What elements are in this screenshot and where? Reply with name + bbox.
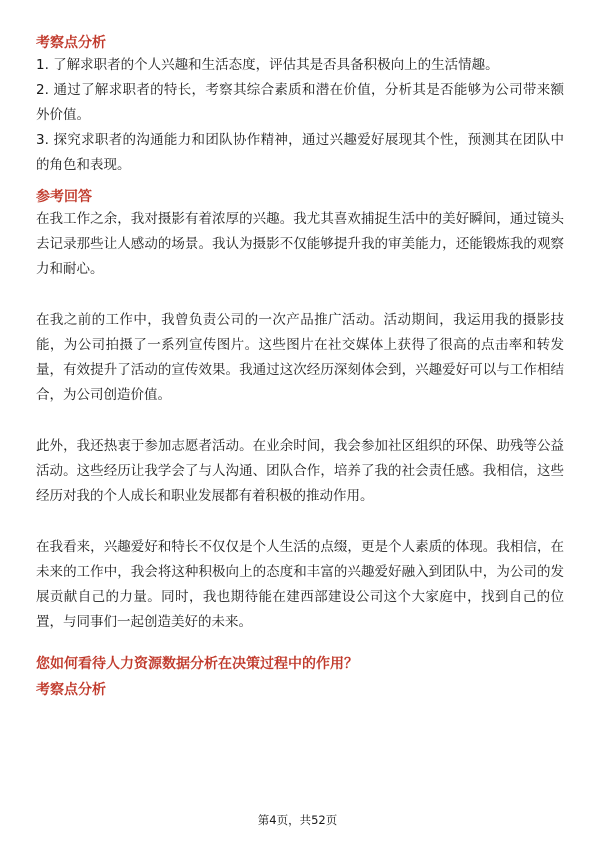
- next-analysis-heading: 考察点分析: [36, 682, 106, 698]
- analysis-item-2: 2. 通过了解求职者的特长，考察其综合素质和潜在价值，分析其是否能够为公司带来额外价值。: [36, 82, 564, 123]
- paragraph-gap: [36, 408, 564, 434]
- answer-paragraph-2: 在我之前的工作中，我曾负责公司的一次产品推广活动。活动期间，我运用我的摄影技能，为公司拍摄了一系列宣传图片。这些图片在社交媒体上获得了很高的点击率和转发量，有效提升了活动的宣传效果。我通过这次经历深刻体会到，兴趣爱好可以与工作相结合，为公司创造价值。: [36, 312, 564, 403]
- answer-paragraph-3: 此外，我还热衷于参加志愿者活动。在业余时间，我会参加社区组织的环保、助残等公益活动。这些经历让我学会了与人沟通、团队合作，培养了我的社会责任感。我相信，这些经历对我的个人成长和职业发展都有着积极的推动作用。: [36, 438, 564, 504]
- answer-paragraph-1: 在我工作之余，我对摄影有着浓厚的兴趣。我尤其喜欢捕捉生活中的美好瞬间，通过镜头去记录那些让人感动的场景。我认为摄影不仅能够提升我的审美能力，还能锻炼我的观察力和耐心。: [36, 211, 564, 277]
- paragraph-gap: [36, 282, 564, 308]
- analysis-heading: 考察点分析: [36, 35, 106, 51]
- reference-answer-heading: 参考回答: [36, 189, 92, 205]
- page-footer: 第4页，共52页: [257, 813, 338, 827]
- next-question-heading: 您如何看待人力资源数据分析在决策过程中的作用？: [36, 656, 358, 672]
- paragraph-gap: [36, 509, 564, 535]
- document-page: [36, 33, 564, 700]
- analysis-item-3: 3. 探究求职者的沟通能力和团队协作精神，通过兴趣爱好展现其个性，预测其在团队中的角色和表现。: [36, 132, 564, 173]
- analysis-item-1: 1. 了解求职者的个人兴趣和生活态度，评估其是否具备积极向上的生活情趣。: [36, 57, 499, 73]
- answer-paragraph-4: 在我看来，兴趣爱好和特长不仅仅是个人生活的点缀，更是个人素质的体现。我相信，在未来的工作中，我会将这种积极向上的态度和丰富的兴趣爱好融入到团队中，为公司的发展贡献自己的力量。同时，我也期待能在建西部建设公司这个大家庭中，找到自己的位置，与同事们一起创造美好的未来。: [36, 539, 564, 630]
